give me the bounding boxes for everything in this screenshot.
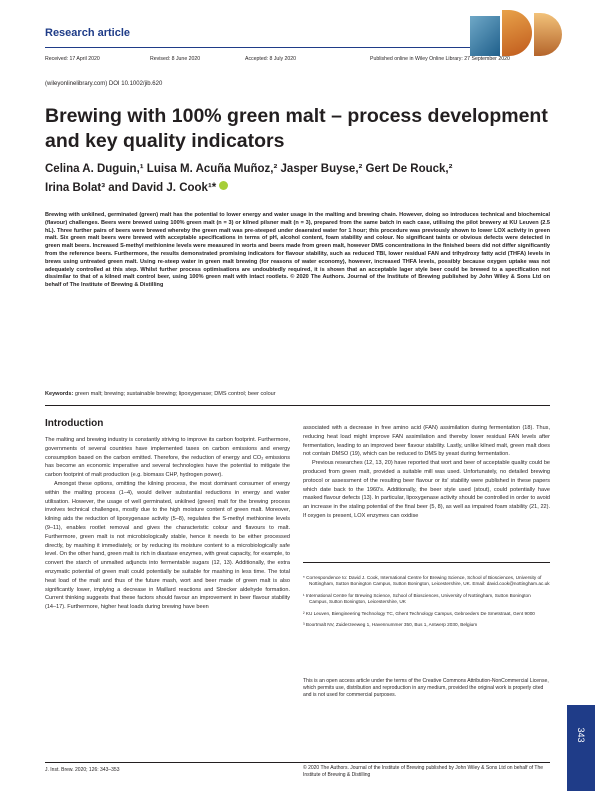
footer-rule bbox=[45, 762, 550, 763]
abstract: Brewing with unkilned, germinated (green) malt has the potential to lower energy and water usage in the malting and brewing chain. However, doing so introduces technical and biochemical (flavour) challenges. Beers were brewed using 100% green malt (n = 3) or kilned pilsner malt (n = 3), prepared from the same batch in each case, utilising the pilot brewery at KU Leuven (2.5 hL). Three further pairs of beers were brewed whereby the green malt was pre-steeped under deaerated water for 1 hour; this procedure was previously shown to lower LOX activity in green malt. Six green malt beers were brewed with acceptable specifications in terms of pH, alcohol content, foam stability and colour. No significant taints or obvious defects were detected in green malt beers. Increased S-methyl methionine levels were measured in worts and beers made from green malt, however DMS concentrations in the finished beers did not differ significantly from the reference beers. Furthermore, the results demonstrated promising indicators for flavour stability, such as reduced TBI, lower residual FAN and trihydroxy fatty acid (THFA) levels in brews using untreated green malt. Using re-steep water in green malt brewing (for reasons of water economy), however, increased THFA levels, possibly because oxygen uptake was not adequately controlled at this step. Whilst further process optimisations are undoubtedly required, it is shown that an acceptable lager style beer could be brewed to a specification not dissimilar to that of a kilned malt control beer, using 100% green malt with intact rootlets. © 2020 The Authors. Journal of the Institute of Brewing published by John Wiley & Sons Ltd on behalf of The Institute of Brewing & Distilling bbox=[45, 212, 550, 289]
abstract-rule bbox=[45, 405, 550, 406]
authors-line-2: Irina Bolat³ and David J. Cook¹* bbox=[45, 182, 217, 194]
affiliation-3: ³ Boortmalt NV, Zuiderzeeweg 1, Havennummer 350, Bus 1, Antwerp 2030, Belgium bbox=[303, 622, 478, 628]
introduction-heading: Introduction bbox=[45, 418, 104, 429]
footnote-rule bbox=[303, 562, 550, 563]
logo-block-orange bbox=[502, 10, 532, 56]
page-number: 343 bbox=[576, 727, 586, 743]
affiliation-2: ² KU Leuven, Biengineering Technology TC, Ghent Technology Campus, Gebroeders De Smetstraat, Gent 9000 bbox=[303, 610, 535, 616]
article-title: Brewing with 100% green malt – process development and key quality indicators bbox=[45, 105, 548, 152]
logo-block-amber bbox=[534, 13, 562, 56]
right-column bbox=[303, 424, 550, 521]
intro-paragraph-3: associated with a decrease in free amino acid (FAN) assimilation during fermentation (18). Thus, reducing heat load might improve FAN assimilation and thereby lower residual FAN levels after fermentation, leading to an improved beer flavour stability. Lastly, unlike kilned malt, green malt does not contain DMSO (19), which can be reduced to DMS by yeast during fermentation. bbox=[303, 425, 550, 458]
footnotes bbox=[303, 575, 550, 633]
authors-line-1: Celina A. Duguin,¹ Luisa M. Acuña Muñoz,² Jasper Buyse,² Gert De Rouck,² bbox=[45, 163, 453, 175]
keywords-label: Keywords: bbox=[45, 391, 74, 397]
correspondence-note: * Correspondence to: David J. Cook, International Centre for Brewing Science, School of Biosciences, University of Nottingham, Sutton Bonington Campus, Sutton Bonington, Leicestershire, UK. Email: david.cook@nottingham.ac.uk bbox=[303, 575, 550, 587]
section-label: Research article bbox=[45, 27, 130, 39]
accepted-date: Accepted: 8 July 2020 bbox=[245, 56, 297, 62]
revised-date: Revised: 8 June 2020 bbox=[150, 56, 201, 62]
keywords bbox=[45, 391, 550, 399]
copyright-notice: © 2020 The Authors. Journal of the Institute of Brewing published by John Wiley & Sons Ltd on behalf of The Institute of Brewing & Distilling bbox=[303, 765, 544, 778]
author-list bbox=[45, 160, 555, 198]
received-date: Received: 17 April 2020 bbox=[45, 56, 100, 62]
intro-paragraph-2: Amongst these options, omitting the kilning process, the most dominant consumer of energy within the malting process (1–4), would deliver substantial reductions in energy and water utilisation. However, the usage of well germinated, unkilned (green) malt for the brewing process involves technical challenges, mostly due to the high moisture content of green malt. Moreover, kilning aids the reduction of lipoxygenase activity (5–8), regulates the S-methyl methionine levels (9–11), enables rootlet removal and gives the characteristic colour and flavours to malt. Furthermore, green malt is not microbiologically stable, hence it needs to be either processed directly, by mashing it immediately, or by reducing its moisture content to a microbiologically safe level. On the other hand, green malt is rich in diastase enzymes, with great capacity, for example, to convert the starch of unmalted adjuncts into fermentable sugars (12, 13). Additionally, the extra enzymatic potential of green malt could potentially be suitable for mashing in less time. The total heat load of the malt and thus of the future mash, wort and beer made of green malt is also significantly lower, implying a decrease in Maillard reactions and Strecker aldehyde formation. Current thinking suggests that these factors should favour an improvement in beer flavour stability (14–17). Furthermore, higher heat loads during brewing have been bbox=[45, 480, 290, 611]
license-note: This is an open access article under the terms of the Creative Commons Attribution-NonCommercial License, which permits use, distribution and reproduction in any medium, provided the original work is properly cited and is not used for commercial purposes. bbox=[303, 678, 549, 698]
affiliation-1: ¹ International Centre for Brewing Science, School of Biosciences, University of Nottingham, Sutton Bonington Campus, Sutton Bonington, Leicestershire, UK bbox=[303, 592, 531, 605]
logo-block-blue bbox=[470, 16, 500, 56]
doi-link[interactable]: (wileyonlinelibrary.com) DOI 10.1002/jib.620 bbox=[45, 81, 163, 87]
intro-paragraph-1: The malting and brewing industry is constantly striving to improve its carbon footprint. Furthermore, governments of several countries have implemented taxes on carbon emissions and energy consumption based on the carbon emitted. Therefore, the reduction of energy and CO₂ emissions has become an economic imperative and several technologies have the potential to mitigate the carbon footprint of malt production (e.g. biomass CHP, hydrogen power). bbox=[45, 437, 290, 479]
intro-paragraph-4: Previous researches (12, 13, 20) have reported that wort and beer of acceptable quality could be produced from green malt, provided a suitable mill was used. Unfortunately, no detailed brewing protocol or assessment of the resulting beer flavour or its' stability were published in these papers which date back to the 1960's. Additionally, the beer style used (stout), could potentially have masked flavour defects (13). In particular, lipoxygenase activity should be controlled in order to avoid an increase in the staling potential of the final beer (5, 8), as well as impaired foam stability (21, 22). If oxygen is present, LOX enzymes can oxidise bbox=[303, 460, 550, 519]
header-rule bbox=[45, 47, 490, 48]
orcid-icon[interactable] bbox=[219, 181, 228, 190]
keywords-list: green malt; brewing; sustainable brewing; lipoxygenase; DMS control; beer colour bbox=[73, 391, 276, 397]
journal-citation: J. Inst. Brew. 2020; 126: 343–353 bbox=[45, 767, 120, 773]
published-date: Published online in Wiley Online Library: 27 September 2020 bbox=[370, 56, 510, 62]
journal-logo bbox=[470, 10, 562, 60]
left-column bbox=[45, 436, 290, 612]
